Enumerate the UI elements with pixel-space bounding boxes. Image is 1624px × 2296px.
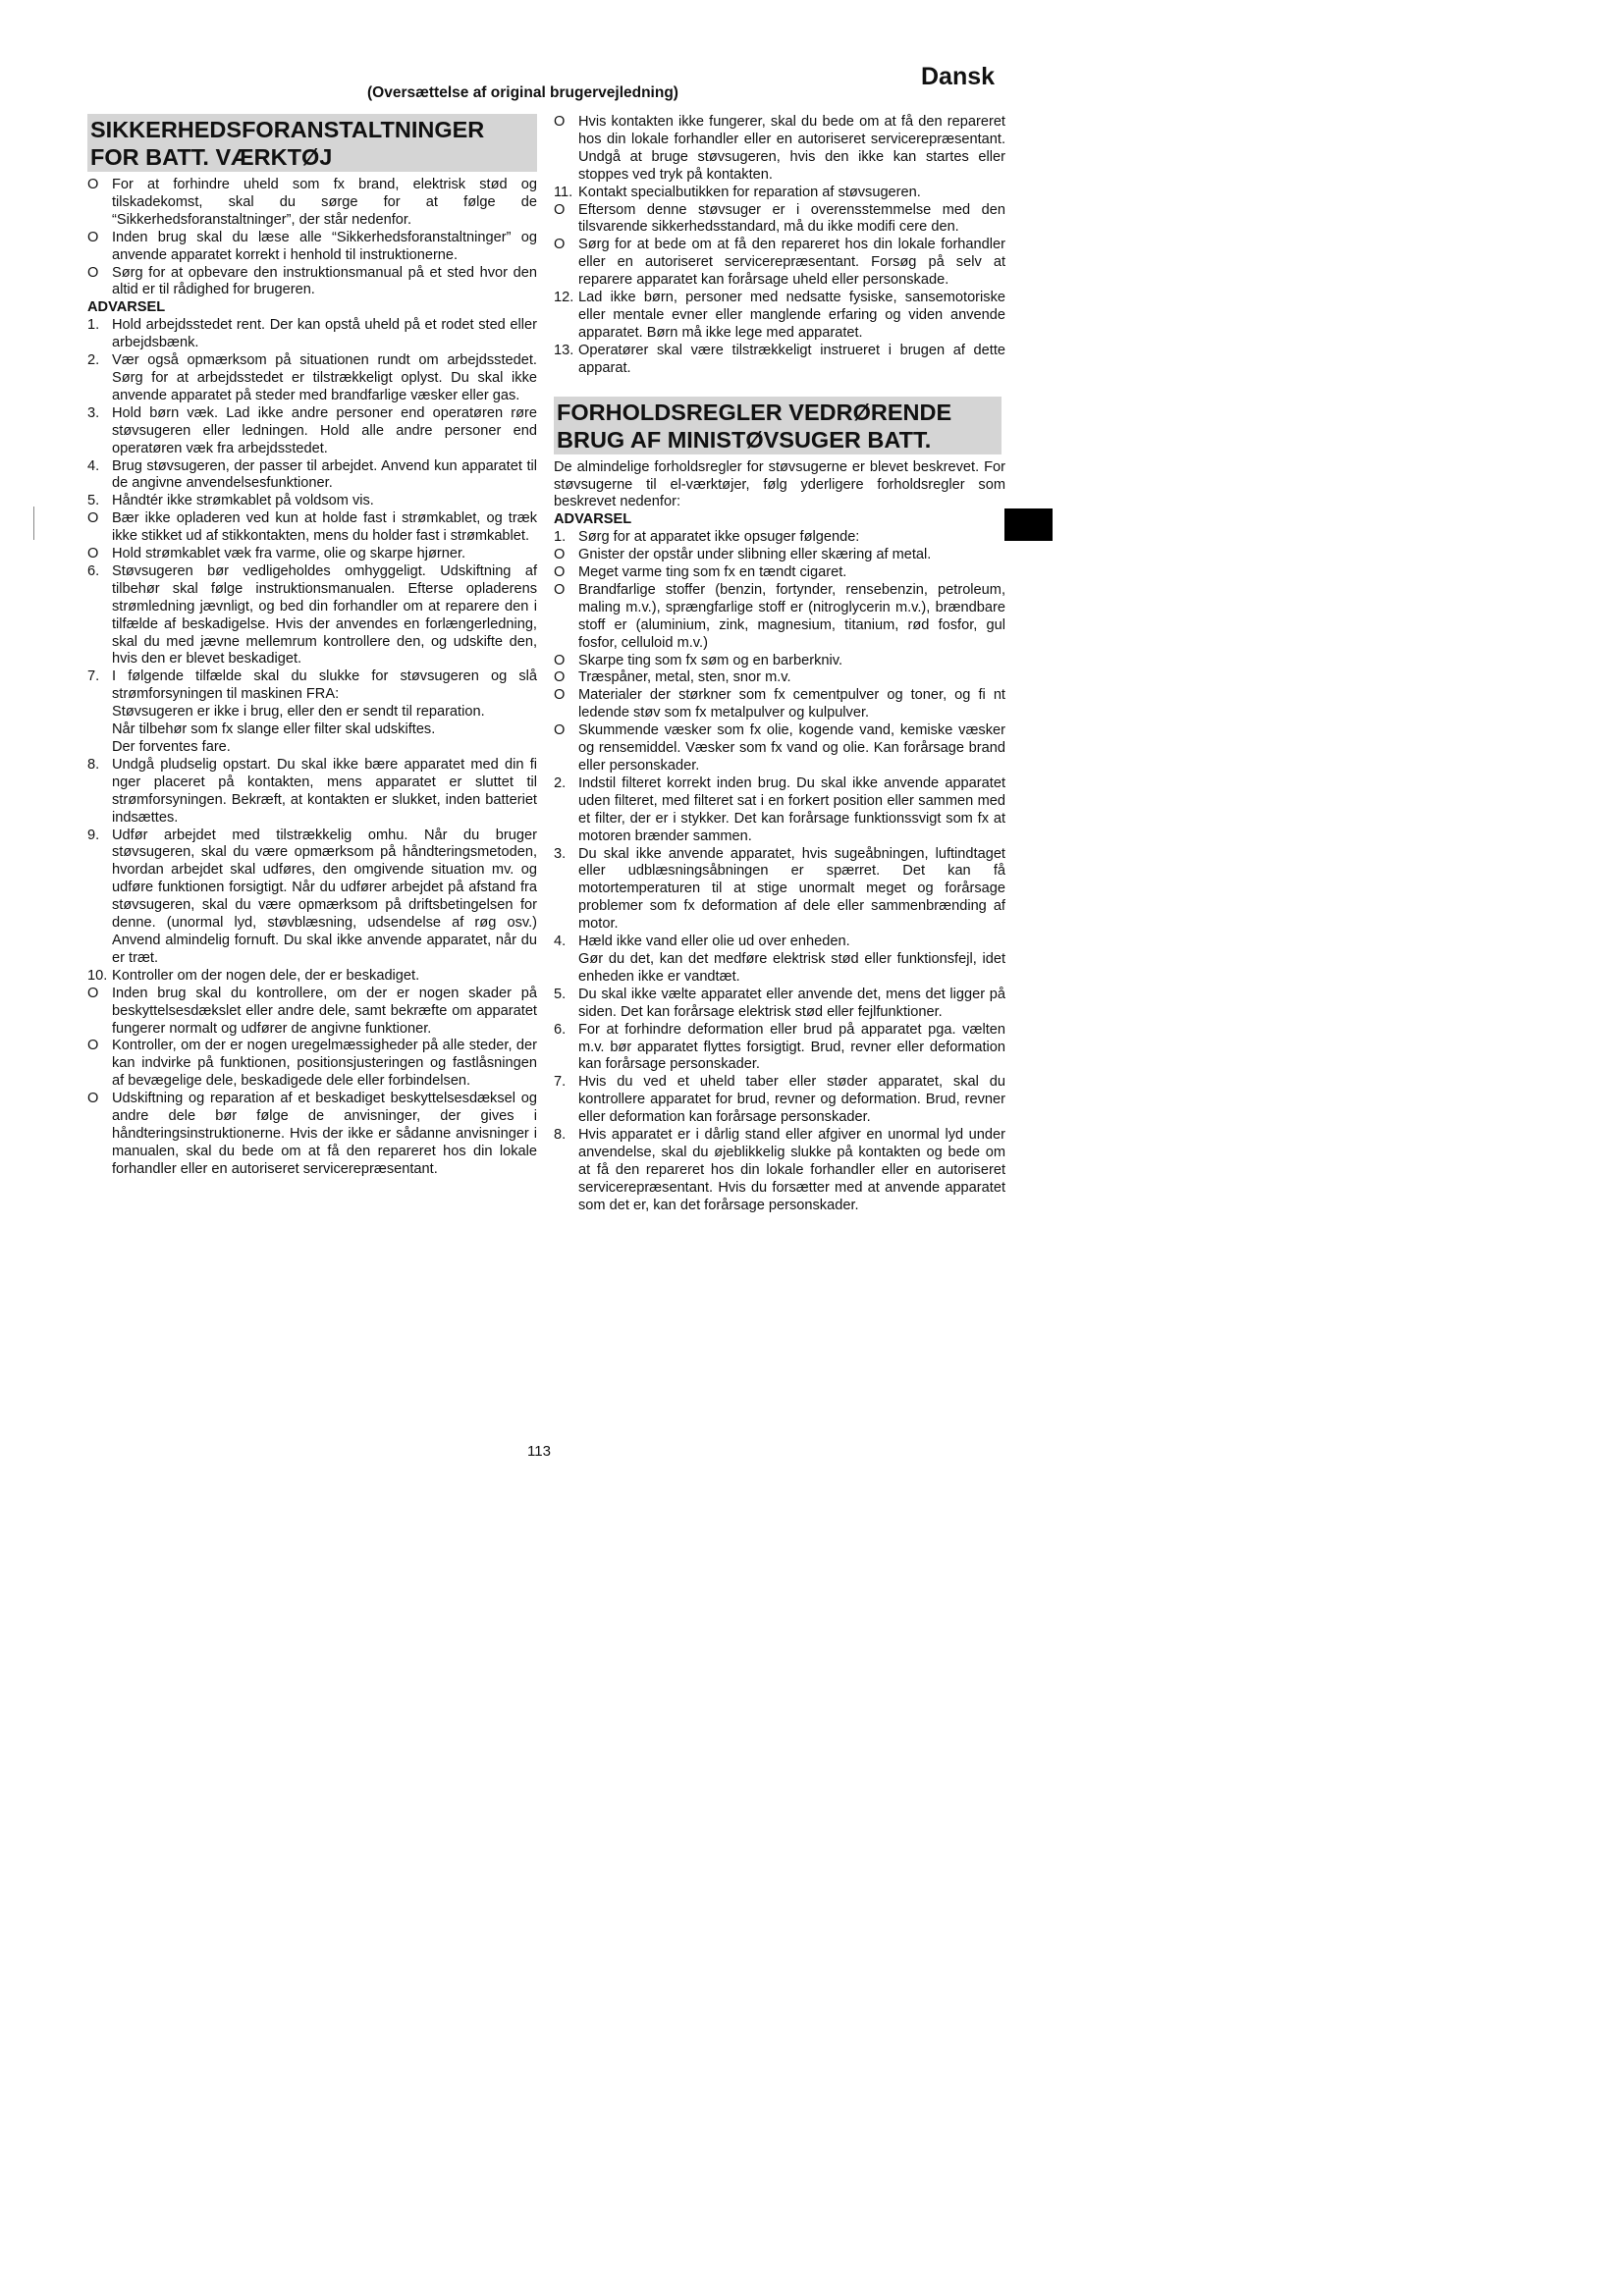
left-warning-list <box>87 317 537 1178</box>
list-item-text: Skummende væsker som fx olie, kogende vand, kemiske væsker og rensemiddel. Væsker som fx vand og olie. Kan forårsage brand eller personskader. <box>578 722 1005 774</box>
item-number: 10. <box>87 967 108 984</box>
list-item-text: Inden brug skal du læse alle “Sikkerhedsforanstaltninger” og anvende apparatet korrekt i henhold til instruktionerne. <box>112 229 537 263</box>
list-item-subline: Gør du det, kan det medføre elektrisk stød eller funktionsfejl, idet enheden ikke er vandtæt. <box>578 950 1005 985</box>
margin-mark <box>33 507 34 540</box>
list-item-subline: Når tilbehør som fx slange eller filter skal udskiftes. <box>112 721 436 738</box>
list-item <box>554 582 1005 653</box>
list-item-text: Brug støvsugeren, der passer til arbejdet. Anvend kun apparatet til de angivne anvendelsesfunktioner. <box>112 457 537 492</box>
item-number: 6. <box>554 1021 567 1038</box>
list-item-text: Kontakt specialbutikken for reparation af støvsugeren. <box>578 184 921 200</box>
bullet-circle-icon: O <box>554 564 566 581</box>
list-item <box>87 405 537 458</box>
list-item <box>554 237 1005 290</box>
item-number: 3. <box>87 404 100 421</box>
item-number: 4. <box>87 457 100 474</box>
item-number: 2. <box>554 774 567 791</box>
list-item <box>554 722 1005 775</box>
right-warning-label: ADVARSEL <box>554 511 632 528</box>
list-item <box>87 546 537 563</box>
list-item-text: Håndtér ikke strømkablet på voldsom vis. <box>112 493 374 509</box>
list-item <box>87 968 537 986</box>
right-intro-paragraph: De almindelige forholdsregler for støvsugerne er blevet beskrevet. For støvsugerne til el-værktøjer, følg yderligere forholdsregler som beskrevet nedenfor: <box>554 458 1005 510</box>
list-item <box>554 202 1005 238</box>
list-item <box>554 547 1005 564</box>
item-number: 1. <box>87 317 100 334</box>
list-item-subline: Der forventes fare. <box>112 739 231 755</box>
bullet-circle-icon: O <box>554 722 566 739</box>
list-item-text: Operatører skal være tilstrækkeligt instrueret i brugen af dette apparat. <box>578 342 1005 376</box>
list-item-text: Du skal ikke vælte apparatet eller anvende det, mens det ligger på siden. Det kan forårsage elektrisk stød eller fejlfunktioner. <box>578 986 1005 1020</box>
left-warning-label: ADVARSEL <box>87 299 166 316</box>
list-item <box>554 1074 1005 1127</box>
list-item-text: Inden brug skal du kontrollere, om der er nogen skader på beskyttelsesdækslet eller andre dele, samt bekræfte om apparatet fungerer normalt og udfører de angivne funktioner. <box>112 985 537 1037</box>
list-item-text: Kontroller om der nogen dele, der er beskadiget. <box>112 967 420 984</box>
list-item-text: Brandfarlige stoffer (benzin, fortynder, rensebenzin, petroleum, maling m.v.), sprængfarlige stoff er (nitroglycerin m.v.), brændbare stoff er (aluminium, zink, magnesium, titanium, rød fosfor, gul fosfor, celluloid m.v.) <box>578 581 1005 651</box>
list-item <box>87 510 537 546</box>
left-section-heading: SIKKERHEDSFORANSTALTNINGER FOR BATT. VÆRKTØJ <box>87 114 537 172</box>
list-item <box>87 1038 537 1091</box>
list-item-text: Udfør arbejdet med tilstrækkelig omhu. Når du bruger støvsugeren, skal du være opmærksom på håndteringsmetoden, hvordan arbejdet skal udføres, den omgivende situation mv. og udføre funktionen forsigtigt. Når du udfører arbejdet på afstand fra støvsugeren, skal du være opmærksom på driftsbetingelsen for denne. (unormal lyd, støvblæsning, udsendelse af røg osv.) Anvend almindelig fornuft. Du skal ikke anvende apparatet, når du er træt. <box>112 827 537 966</box>
bullet-circle-icon: O <box>554 547 566 563</box>
item-number: 6. <box>87 562 100 579</box>
list-item-text: Bær ikke opladeren ved kun at holde fast i strømkablet, og træk ikke stikket ud af stikkontakten, mens du holder fast i strømkablet. <box>112 510 537 545</box>
item-number: 8. <box>87 756 100 773</box>
bullet-circle-icon: O <box>87 985 99 1001</box>
list-item <box>554 114 1005 185</box>
bullet-circle-icon: O <box>87 177 99 192</box>
list-item <box>87 177 537 230</box>
item-number: 9. <box>87 827 100 843</box>
document-subtitle: (Oversættelse af original brugervejledning) <box>367 84 678 101</box>
bullet-circle-icon: O <box>554 237 566 253</box>
item-number: 5. <box>554 986 567 1002</box>
list-item-text: Materialer der størkner som fx cementpulver og toner, og fi nt ledende støv som fx metalpulver og kulpulver. <box>578 687 1005 721</box>
bullet-circle-icon: O <box>554 652 566 668</box>
list-item <box>87 828 537 968</box>
list-item <box>87 563 537 668</box>
bullet-circle-icon: O <box>87 264 99 281</box>
page-number: 113 <box>527 1443 551 1460</box>
bullet-circle-icon: O <box>87 546 99 562</box>
list-item-text: Hold strømkablet væk fra varme, olie og skarpe hjørner. <box>112 546 466 562</box>
item-number: 1. <box>554 529 567 546</box>
bullet-circle-icon: O <box>554 114 566 130</box>
list-item <box>87 458 537 494</box>
list-item-text: For at forhindre uheld som fx brand, elektrisk stød og tilskadekomst, skal du sørge for at følge de “Sikkerhedsforanstaltninger”, der står nedenfor. <box>112 177 537 228</box>
list-item-text: Eftersom denne støvsuger er i overensstemmelse med den tilsvarende sikkerhedsstandard, må du ikke modifi cere den. <box>578 201 1005 236</box>
list-item <box>87 1091 537 1179</box>
left-intro-list <box>87 177 537 299</box>
list-item <box>554 934 1005 951</box>
item-number: 11. <box>554 184 573 200</box>
bullet-circle-icon: O <box>87 1038 99 1054</box>
list-item-text: Hvis kontakten ikke fungerer, skal du bede om at få den repareret hos din lokale forhandler eller en autoriseret servicerepræsentant. Undgå at bruge støvsugeren, hvis den ikke kan startes eller stoppes ved tryk på kontakten. <box>578 114 1005 183</box>
list-item-text: Hold arbejdsstedet rent. Der kan opstå uheld på et rodet sted eller arbejdsbænk. <box>112 317 537 351</box>
list-item-text: I følgende tilfælde skal du slukke for støvsugeren og slå strømforsyningen til maskinen FRA: <box>112 668 537 703</box>
list-item <box>554 653 1005 670</box>
section-tab-marker <box>1004 508 1053 541</box>
list-item-text: Lad ikke børn, personer med nedsatte fysiske, sansemotoriske eller mentale evner eller manglende erfaring og viden anvende apparatet. Børn må ikke lege med apparatet. <box>578 290 1005 341</box>
list-item <box>87 493 537 510</box>
list-item-text: Sørg for at apparatet ikke opsuger følgende: <box>578 529 860 546</box>
list-item <box>554 1022 1005 1075</box>
bullet-circle-icon: O <box>554 687 566 704</box>
list-item <box>554 669 1005 687</box>
list-item-text: Hæld ikke vand eller olie ud over enheden. <box>578 934 850 950</box>
bullet-circle-icon: O <box>554 201 566 218</box>
list-item-text: Vær også opmærksom på situationen rundt om arbejdsstedet. Sørg for at arbejdsstedet er tilstrækkeligt oplyst. Du skal ikke anvende apparatet på steder med brandfarlige væsker eller gas. <box>112 352 537 403</box>
list-item-text: Kontroller, om der er nogen uregelmæssigheder på alle steder, der kan indvirke på funktionen, positionsjusteringen og fastlåsningen af bevægelige dele, beskadigede dele eller forbindelsen. <box>112 1038 537 1090</box>
right-column <box>554 114 1005 1215</box>
list-item-text: Støvsugeren bør vedligeholdes omhyggeligt. Udskiftning af tilbehør skal følge instruktionsmanualen. Efterse opladerens strømledning jævnligt, og bed din forhandler om at reparere den i tilfælde af beskadigelse. Hvis der anvendes en forlængerledning, skal du med jævne mellemrum kontrollere den, og udskifte den, hvis den er blevet beskadiget. <box>112 562 537 667</box>
language-label: Dansk <box>921 63 996 90</box>
list-item <box>87 352 537 405</box>
list-item-text: Hvis apparatet er i dårlig stand eller afgiver en unormal lyd under anvendelse, skal du øjeblikkelig slukke på kontakten og bede om at få den repareret hos din lokale forhandler eller en autoriseret servicerepræsentant. Hvis du forsætter med at anvende apparatet som det er, kan det forårsage personskader. <box>578 1127 1005 1213</box>
list-item <box>87 668 537 704</box>
item-number: 2. <box>87 352 100 369</box>
list-item <box>554 185 1005 202</box>
bullet-circle-icon: O <box>87 510 99 527</box>
list-item <box>554 529 1005 547</box>
list-item <box>554 987 1005 1022</box>
list-item-text: Gnister der opstår under slibning eller skæring af metal. <box>578 547 932 563</box>
list-item-text: Træspåner, metal, sten, snor m.v. <box>578 669 791 686</box>
list-item-subline: Støvsugeren er ikke i brug, eller den er sendt til reparation. <box>112 704 485 721</box>
item-number: 12. <box>554 290 574 306</box>
list-item-text: Du skal ikke anvende apparatet, hvis sugeåbningen, luftindtaget eller udblæsningsåbningen er spærret. Det kan få motortemperaturen til at stige unormalt meget og forårsage problemer som fx deformation af dele eller sammenbrænding af motor. <box>578 845 1005 933</box>
bullet-circle-icon: O <box>554 669 566 686</box>
bullet-circle-icon: O <box>87 229 99 245</box>
list-item <box>87 317 537 352</box>
list-item-text: Hvis du ved et uheld taber eller støder apparatet, skal du kontrollere apparatet for brud, revner og deformation. Brud, revner eller deformation kan forårsage personskader. <box>578 1074 1005 1126</box>
list-item-text: Indstil filteret korrekt inden brug. Du skal ikke anvende apparatet uden filteret, med filteret sat i en forkert position eller sammen med et filter, der er i stykker. Det kan forårsage funktionssvigt som fx at motoren brænder sammen. <box>578 774 1005 844</box>
item-number: 7. <box>87 668 100 685</box>
list-item <box>554 775 1005 846</box>
list-item-text: Sørg for at bede om at få den repareret hos din lokale forhandler eller en autoriseret servicerepræsentant. Forsøg på selv at reparere apparatet kan forårsage uheld eller personskade. <box>578 237 1005 289</box>
bullet-circle-icon: O <box>87 1091 99 1107</box>
item-number: 13. <box>554 342 574 358</box>
list-item <box>87 757 537 828</box>
list-item-text: Skarpe ting som fx søm og en barberkniv. <box>578 652 843 668</box>
list-item-text: Sørg for at opbevare den instruktionsmanual på et sted hvor den altid er til rådighed for brugeren. <box>112 264 537 298</box>
item-number: 3. <box>554 845 567 862</box>
list-item-text: Hold børn væk. Lad ikke andre personer end operatøren røre støvsugeren eller ledningen. Hold alle andre personer end operatøren væk fra arbejdsstedet. <box>112 404 537 456</box>
item-number: 4. <box>554 934 567 950</box>
item-number: 5. <box>87 493 100 509</box>
item-number: 7. <box>554 1074 567 1091</box>
list-item <box>554 343 1005 378</box>
list-item-text: For at forhindre deformation eller brud på apparatet pga. vælten m.v. bør apparatet flyttes forsigtigt. Brud, revner eller deformation kan forårsage personskader. <box>578 1021 1005 1073</box>
list-item <box>554 1127 1005 1215</box>
list-item-text: Udskiftning og reparation af et beskadiget beskyttelsesdæksel og andre dele bør følge de anvisninger, der gives i håndteringsinstruktionerne. Hvis der ikke er sådanne anvisninger i manualen, skal du bede om at få den repareret hos din lokale forhandler eller en autoriseret servicerepræsentant. <box>112 1091 537 1177</box>
list-item <box>554 564 1005 582</box>
right-continued-list <box>554 114 1005 378</box>
bullet-circle-icon: O <box>554 581 566 598</box>
list-item <box>554 687 1005 722</box>
right-warning-list <box>554 529 1005 1214</box>
list-item-text: Meget varme ting som fx en tændt cigaret. <box>578 564 847 581</box>
item-number: 8. <box>554 1127 567 1144</box>
list-item <box>554 846 1005 934</box>
list-item <box>87 986 537 1039</box>
right-section-heading: FORHOLDSREGLER VEDRØRENDE BRUG AF MINISTØVSUGER BATT. <box>554 397 1001 454</box>
list-item <box>87 265 537 300</box>
list-item-text: Undgå pludselig opstart. Du skal ikke bære apparatet med din fi nger placeret på kontakten, mens apparatet er sluttet til strømforsyningen. Bekræft, at kontakten er slukket, inden batteriet indsættes. <box>112 756 537 826</box>
list-item <box>554 290 1005 343</box>
left-column <box>87 114 537 1179</box>
list-item <box>87 230 537 265</box>
